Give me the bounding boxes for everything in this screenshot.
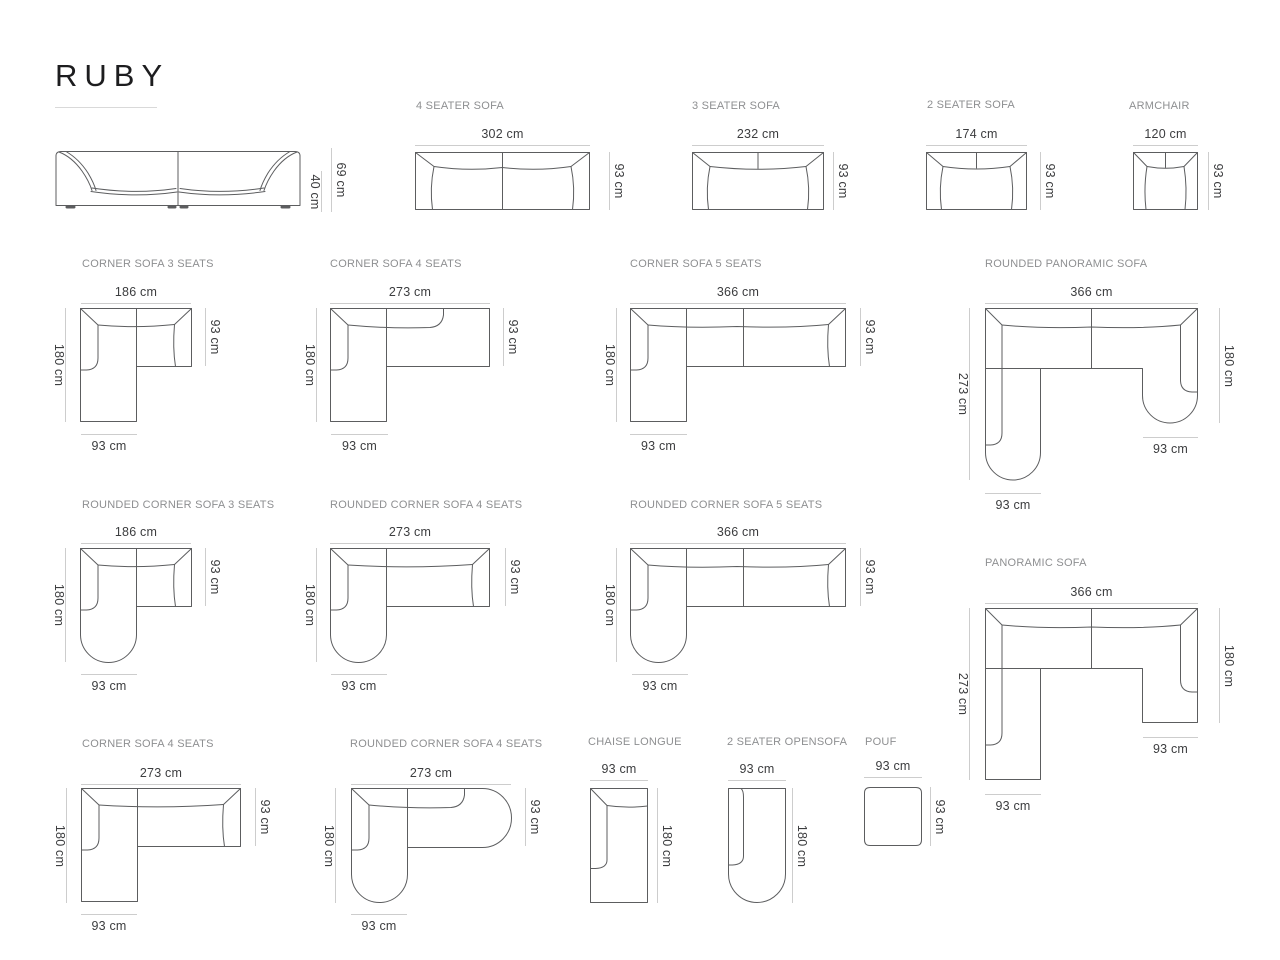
dimension-value: 93 cm <box>612 163 626 199</box>
total-height-dimension <box>331 148 351 212</box>
leg-width-dimension <box>81 674 137 695</box>
dimension-value: 180 cm <box>1222 644 1236 687</box>
height-dimension <box>603 308 617 422</box>
depth-dimension <box>833 152 853 210</box>
height-dimension <box>303 548 317 662</box>
dimension-value: 93 cm <box>836 163 850 199</box>
diagram-2-seater-sofa <box>926 152 1027 210</box>
diagram-rounded-corner-sofa-5-seats <box>630 548 846 663</box>
dimension-value: 273 cm <box>139 766 183 780</box>
dimension-line <box>351 914 407 915</box>
dimension-line <box>985 603 1198 604</box>
label-rounded-corner-sofa-4-seats-alt: ROUNDED CORNER SOFA 4 SEATS <box>350 738 543 750</box>
dimension-value: 186 cm <box>114 525 158 539</box>
dimension-value: 174 cm <box>955 127 998 141</box>
dimension-line <box>609 152 610 210</box>
label-rounded-panoramic-sofa: ROUNDED PANORAMIC SOFA <box>985 258 1148 270</box>
dimension-value: 93 cm <box>361 919 397 933</box>
dimension-value: 93 cm <box>601 762 637 776</box>
dimension-value: 180 cm <box>603 343 617 387</box>
dimension-line <box>1219 308 1220 423</box>
dimension-line <box>1208 152 1209 210</box>
dimension-line <box>330 303 490 304</box>
width-dimension <box>864 757 922 778</box>
depth-dimension <box>503 308 523 366</box>
depth-dimension <box>205 308 225 366</box>
dimension-line <box>1219 608 1220 723</box>
label-2-seater-sofa: 2 SEATER SOFA <box>927 99 1016 111</box>
width-dimension <box>415 125 590 146</box>
dimension-value: 180 cm <box>1222 344 1236 387</box>
label-corner-sofa-4-seats-alt: CORNER SOFA 4 SEATS <box>82 738 214 750</box>
dimension-value: 93 cm <box>258 799 272 835</box>
dimension-value: 93 cm <box>528 799 542 835</box>
width-dimension <box>351 764 511 785</box>
left-leg-width-dimension <box>985 493 1041 514</box>
leg-width-dimension <box>81 434 137 455</box>
dimension-line <box>985 303 1198 304</box>
label-rounded-corner-sofa-5-seats: ROUNDED CORNER SOFA 5 SEATS <box>630 499 823 511</box>
height-dimension <box>603 548 617 662</box>
label-pouf: POUF <box>865 736 897 748</box>
width-dimension <box>330 283 490 304</box>
dimension-line <box>833 152 834 210</box>
leg-width-dimension <box>81 914 137 935</box>
dimension-value: 366 cm <box>716 285 760 299</box>
diagram-3-seater-sofa <box>692 152 824 210</box>
right-leg-width-dimension <box>1143 437 1198 458</box>
label-3-seater-sofa: 3 SEATER SOFA <box>692 100 781 112</box>
dimension-value: 93 cm <box>208 319 222 355</box>
dimension-value: 273 cm <box>956 672 970 716</box>
diagram-corner-sofa-4-seats <box>330 308 490 422</box>
diagram-4-seater-sofa <box>415 152 590 210</box>
dimension-value: 186 cm <box>114 285 158 299</box>
dimension-value: 366 cm <box>1070 285 1113 299</box>
depth-dimension <box>860 308 880 366</box>
dimension-line <box>205 548 206 606</box>
depth-dimension <box>609 152 629 210</box>
diagram-rounded-corner-sofa-4-seats <box>330 548 490 663</box>
dimension-value: 180 cm <box>53 824 67 867</box>
height-dimension <box>792 788 812 903</box>
dimension-line <box>330 543 490 544</box>
width-dimension <box>81 283 191 304</box>
right-leg-width-dimension <box>1143 737 1198 758</box>
width-dimension <box>81 764 241 785</box>
dimension-line <box>1040 152 1041 210</box>
depth-dimension <box>1040 152 1060 210</box>
leg-width-dimension <box>331 434 388 455</box>
right-height-dimension <box>1219 608 1239 723</box>
width-dimension <box>630 283 846 304</box>
dimension-value: 93 cm <box>91 679 127 693</box>
dimension-value: 180 cm <box>603 583 617 627</box>
seat-height-dimension <box>308 171 322 212</box>
dimension-line <box>860 548 861 606</box>
dimension-value: 93 cm <box>341 679 377 693</box>
dimension-line <box>81 543 191 544</box>
dimension-value: 93 cm <box>863 319 877 355</box>
dimension-line <box>632 674 688 675</box>
width-dimension <box>330 523 490 544</box>
dimension-line <box>205 308 206 366</box>
label-corner-sofa-4-seats: CORNER SOFA 4 SEATS <box>330 258 462 270</box>
title-underline <box>55 107 157 108</box>
dimension-line <box>331 674 387 675</box>
dimension-value: 93 cm <box>91 919 127 933</box>
depth-dimension <box>255 788 275 846</box>
dimension-line <box>985 493 1041 494</box>
depth-dimension <box>505 548 525 606</box>
dimension-line <box>630 543 846 544</box>
dimension-value: 69 cm <box>334 162 348 198</box>
dimension-line <box>81 914 137 915</box>
label-4-seater-sofa: 4 SEATER SOFA <box>416 100 505 112</box>
dimension-line <box>590 780 648 781</box>
dimension-value: 93 cm <box>863 559 877 595</box>
dimension-value: 93 cm <box>995 498 1031 512</box>
width-dimension <box>728 760 786 781</box>
dimension-line <box>505 548 506 606</box>
dimension-line <box>860 308 861 366</box>
dimension-value: 273 cm <box>388 525 432 539</box>
dimension-line <box>351 784 511 785</box>
width-dimension <box>926 125 1027 146</box>
height-dimension <box>657 788 677 903</box>
dimension-line <box>1133 145 1198 146</box>
width-dimension <box>985 283 1198 304</box>
left-height-dimension <box>956 608 970 780</box>
width-dimension <box>692 125 824 146</box>
label-2-seater-opensofa: 2 SEATER OPENSOFA <box>727 736 848 748</box>
dimension-value: 93 cm <box>1043 163 1057 199</box>
depth-dimension <box>205 548 225 606</box>
width-dimension <box>985 583 1198 604</box>
dimension-line <box>864 777 922 778</box>
dimension-value: 180 cm <box>660 824 674 867</box>
dimension-value: 180 cm <box>795 824 809 867</box>
dimension-line <box>692 145 824 146</box>
height-dimension <box>52 308 66 422</box>
dimension-value: 93 cm <box>506 319 520 355</box>
left-height-dimension <box>956 308 970 480</box>
dimension-value: 93 cm <box>91 439 127 453</box>
dimension-line <box>630 303 846 304</box>
dimension-line <box>525 788 526 846</box>
dimension-value: 366 cm <box>1070 585 1113 599</box>
diagram-corner-sofa-5-seats <box>630 308 846 422</box>
dimension-line <box>331 434 388 435</box>
dimension-line <box>985 794 1041 795</box>
dimension-line <box>81 434 137 435</box>
dimension-value: 93 cm <box>208 559 222 595</box>
label-armchair: ARMCHAIR <box>1129 100 1190 112</box>
dimension-value: 93 cm <box>508 559 522 595</box>
width-dimension <box>590 760 648 781</box>
dimension-value: 302 cm <box>481 127 524 141</box>
dimension-line <box>792 788 793 903</box>
sofa-front-view-diagram <box>55 146 301 212</box>
dimension-line <box>81 784 241 785</box>
label-corner-sofa-3-seats: CORNER SOFA 3 SEATS <box>82 258 214 270</box>
diagram-armchair <box>1133 152 1198 210</box>
dimension-line <box>81 303 191 304</box>
dimension-value: 273 cm <box>956 372 970 416</box>
diagram-rounded-corner-sofa-3-seats <box>80 548 192 663</box>
height-dimension <box>930 787 950 846</box>
dimension-value: 180 cm <box>303 583 317 627</box>
page-title: RUBY <box>55 58 170 93</box>
dimension-line <box>1143 437 1198 438</box>
dimension-value: 366 cm <box>716 525 760 539</box>
left-leg-width-dimension <box>985 794 1041 815</box>
dimension-value: 232 cm <box>736 127 780 141</box>
dimension-value: 93 cm <box>739 762 775 776</box>
dimension-value: 120 cm <box>1144 127 1187 141</box>
leg-width-dimension <box>331 674 387 695</box>
dimension-line <box>331 148 332 212</box>
dimension-line <box>930 787 931 846</box>
width-dimension <box>81 523 191 544</box>
dimension-value: 180 cm <box>52 583 66 627</box>
label-corner-sofa-5-seats: CORNER SOFA 5 SEATS <box>630 258 762 270</box>
height-dimension <box>52 548 66 662</box>
height-dimension <box>303 308 317 422</box>
dimension-value: 93 cm <box>341 439 378 453</box>
dimension-value: 273 cm <box>409 766 453 780</box>
dimension-value: 93 cm <box>875 759 911 773</box>
label-panoramic-sofa: PANORAMIC SOFA <box>985 557 1087 569</box>
dimension-line <box>657 788 658 903</box>
dimension-line <box>503 308 504 366</box>
dimension-value: 93 cm <box>933 798 947 835</box>
dimension-value: 93 cm <box>642 679 678 693</box>
width-dimension <box>1133 125 1198 146</box>
height-dimension <box>322 788 336 903</box>
dimension-line <box>630 434 687 435</box>
dimension-value: 180 cm <box>322 824 336 867</box>
label-chaise-longue: CHAISE LONGUE <box>588 736 682 748</box>
dimension-value: 180 cm <box>303 343 317 387</box>
dimension-value: 93 cm <box>1152 742 1189 756</box>
dimension-line <box>728 780 786 781</box>
diagram-corner-sofa-3-seats <box>80 308 192 422</box>
dimension-value: 93 cm <box>1152 442 1189 456</box>
dimension-line <box>926 145 1027 146</box>
right-height-dimension <box>1219 308 1239 423</box>
depth-dimension <box>525 788 545 846</box>
leg-width-dimension <box>351 914 407 935</box>
dimension-line <box>415 145 590 146</box>
dimension-value: 93 cm <box>995 799 1031 813</box>
dimension-line <box>1143 737 1198 738</box>
dimension-value: 93 cm <box>1211 163 1225 199</box>
label-rounded-corner-sofa-3-seats: ROUNDED CORNER SOFA 3 SEATS <box>82 499 275 511</box>
diagram-corner-sofa-4-seats-alt <box>81 788 241 904</box>
diagram-rounded-corner-sofa-4-seats-alt <box>351 788 512 904</box>
diagram-chaise-longue <box>590 788 648 904</box>
dimension-value: 180 cm <box>52 343 66 387</box>
dimension-line <box>81 674 137 675</box>
height-dimension <box>53 788 67 903</box>
depth-dimension <box>1208 152 1228 210</box>
diagram-2-seater-opensofa <box>728 788 786 904</box>
diagram-pouf <box>864 787 922 846</box>
label-rounded-corner-sofa-4-seats: ROUNDED CORNER SOFA 4 SEATS <box>330 499 523 511</box>
leg-width-dimension <box>632 674 688 695</box>
depth-dimension <box>860 548 880 606</box>
dimension-line <box>255 788 256 846</box>
width-dimension <box>630 523 846 544</box>
leg-width-dimension <box>630 434 687 455</box>
dimension-value: 273 cm <box>388 285 432 299</box>
dimension-value: 93 cm <box>640 439 677 453</box>
dimension-value: 40 cm <box>308 173 322 210</box>
